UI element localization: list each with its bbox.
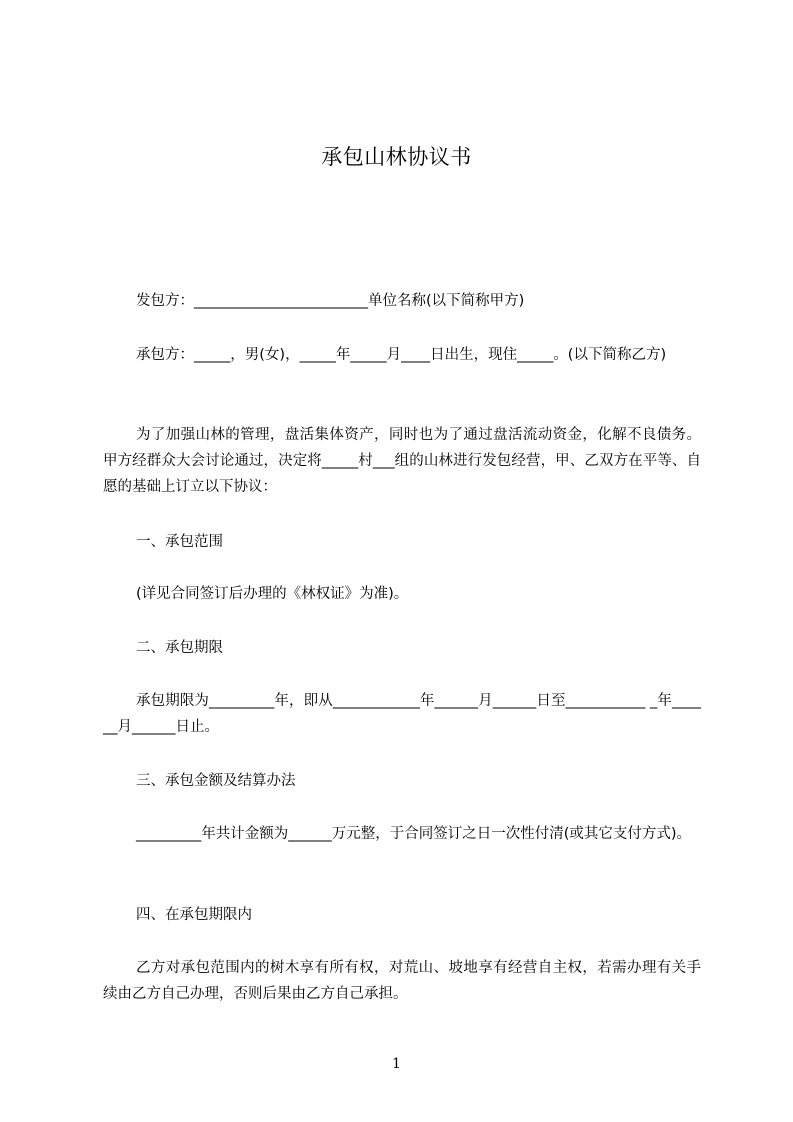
section-2-heading: 二、承包期限 — [136, 640, 223, 656]
section-2-body: 承包期限为_________年，即从____________年______月______日至___________ _年______月______日止。 — [103, 693, 701, 735]
section-4-heading: 四、在承包期限内 — [136, 907, 252, 923]
section-3-body: _________年共计金额为______万元整，于合同签订之日一次性付清(或其它支付方式)。 — [136, 826, 692, 842]
section-1-heading: 一、承包范围 — [136, 534, 223, 550]
page-number: 1 — [392, 1056, 401, 1072]
preamble-paragraph: 为了加强山林的管理，盘活集体资产，同时也为了通过盘活流动资金，化解不良债务。甲方经群众大会讨论通过，决定将_____村___组的山林进行发包经营，甲、乙双方在平等、自愿的基础上订立以下协议： — [103, 427, 701, 495]
section-3-heading: 三、承包金额及结算办法 — [136, 773, 296, 789]
party-a-line: 发包方：________________________单位名称(以下简称甲方) — [136, 293, 525, 309]
party-b-line: 承包方：_____，男(女)，_____年_____月____日出生，现住_____。(以下简称乙方) — [136, 347, 667, 363]
document-title: 承包山林协议书 — [321, 145, 472, 169]
section-1-body: (详见合同签订后办理的《林权证》为准)。 — [136, 586, 409, 602]
section-4-body: 乙方对承包范围内的树木享有所有权，对荒山、坡地享有经营自主权，若需办理有关手续由乙方自己办理，否则后果由乙方自己承担。 — [103, 960, 701, 1002]
